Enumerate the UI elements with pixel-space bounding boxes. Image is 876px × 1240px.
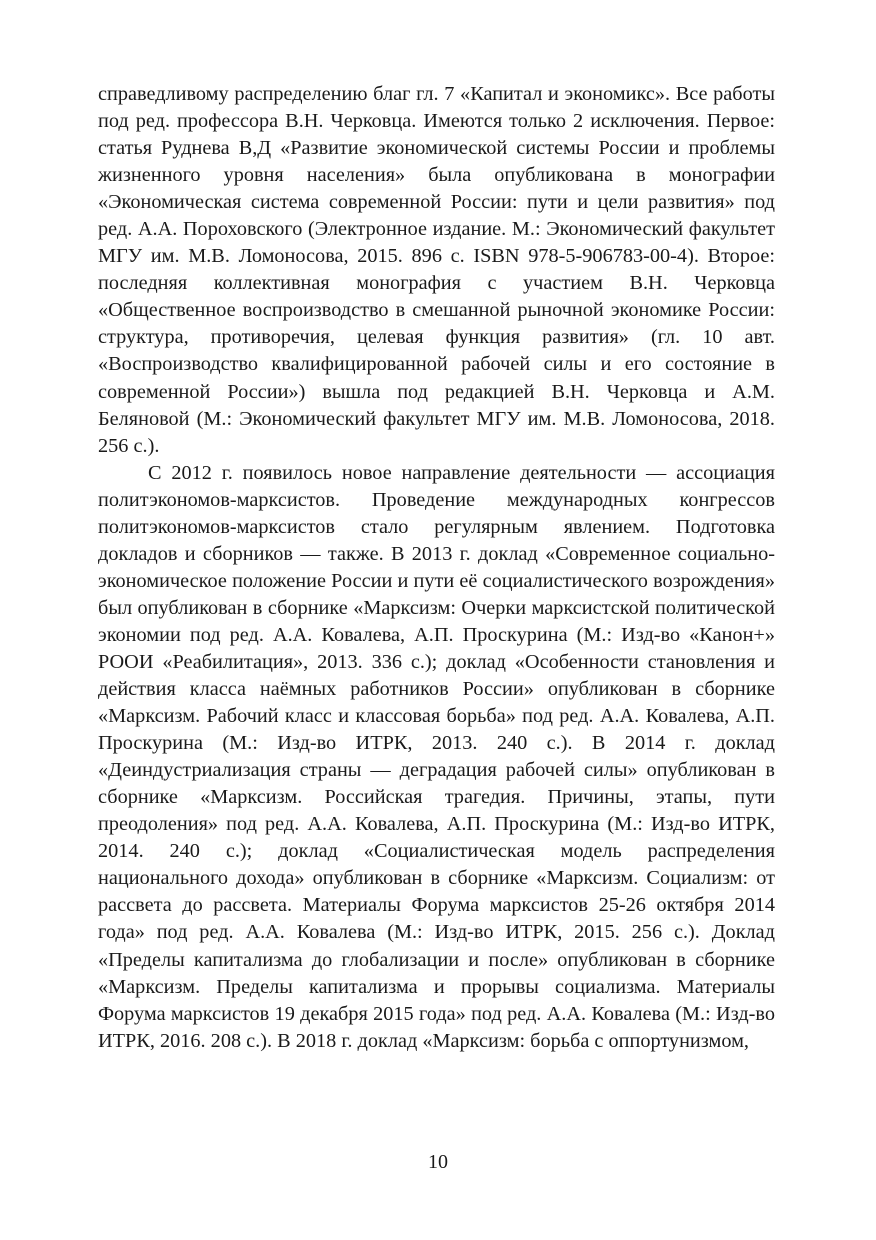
paragraph-continuation: справедливому распределению благ гл. 7 «Капитал и экономикс». Все работы под ред. профессора В.Н. Черковца. Имеются только 2 исключения. Первое: статья Руднева В,Д «Развитие экономической системы России и проблемы жизненного уровня населения» была опубликована в монографии «Экономическая система современной России: пути и цели развития» под ред. А.А. Пороховского (Электронное издание. М.: Экономический факультет МГУ им. М.В. Ломоносова, 2015. 896 с. ISBN 978-5-906783-00-4). Второе: последняя коллективная монография с участием В.Н. Черковца «Общественное воспроизводство в смешанной рыночной экономике России: структура, противоречия, целевая функция развития» (гл. 10 авт. «Воспроизводство квалифицированной рабочей силы и его состояние в современной России») вышла под редакцией В.Н. Черковца и А.М. Беляновой (М.: Экономический факультет МГУ им. М.В. Ломоносова, 2018. 256 с.). xyxy=(98,83,775,457)
page-number: 10 xyxy=(428,1151,448,1173)
paragraph-2012-association: С 2012 г. появилось новое направление деятельности — ассоциация политэкономов-марксистов. Проведение международных конгрессов политэкономов-марксистов стало регулярным явлением. Подготовка докладов и сборников — также. В 2013 г. доклад «Современное социально-экономическое положение России и пути её социалистического возрождения» был опубликован в сборнике «Марксизм: Очерки марксистской политической экономии под ред. А.А. Ковалева, А.П. Проскурина (М.: Изд-во «Канон+» РООИ «Реабилитация», 2013. 336 с.); доклад «Особенности становления и действия класса наёмных работников России» опубликован в сборнике «Марксизм. Рабочий класс и классовая борьба» под ред. А.А. Ковалева, А.П. Проскурина (М.: Изд-во ИТРК, 2013. 240 с.). В 2014 г. доклад «Деиндустриализация страны — деградация рабочей силы» опубликован в сборнике «Марксизм. Российская трагедия. Причины, этапы, пути преодоления» под ред. А.А. Ковалева, А.П. Проскурина (М.: Изд-во ИТРК, 2014. 240 с.); доклад «Социалистическая модель распределения национального дохода» опубликован в сборнике «Марксизм. Социализм: от рассвета до рассвета. Материалы Форума марксистов 25-26 октября 2014 года» под ред. А.А. Ковалева (М.: Изд-во ИТРК, 2015. 256 с.). Доклад «Пределы капитализма до глобализации и после» опубликован в сборнике «Марксизм. Пределы капитализма и прорывы социализма. Материалы Форума марксистов 19 декабря 2015 года» под ред. А.А. Ковалева (М.: Изд-во ИТРК, 2016. 208 с.). В 2018 г. доклад «Марксизм: борьба с оппортунизмом, xyxy=(98,461,775,1052)
page-body xyxy=(98,81,775,1055)
